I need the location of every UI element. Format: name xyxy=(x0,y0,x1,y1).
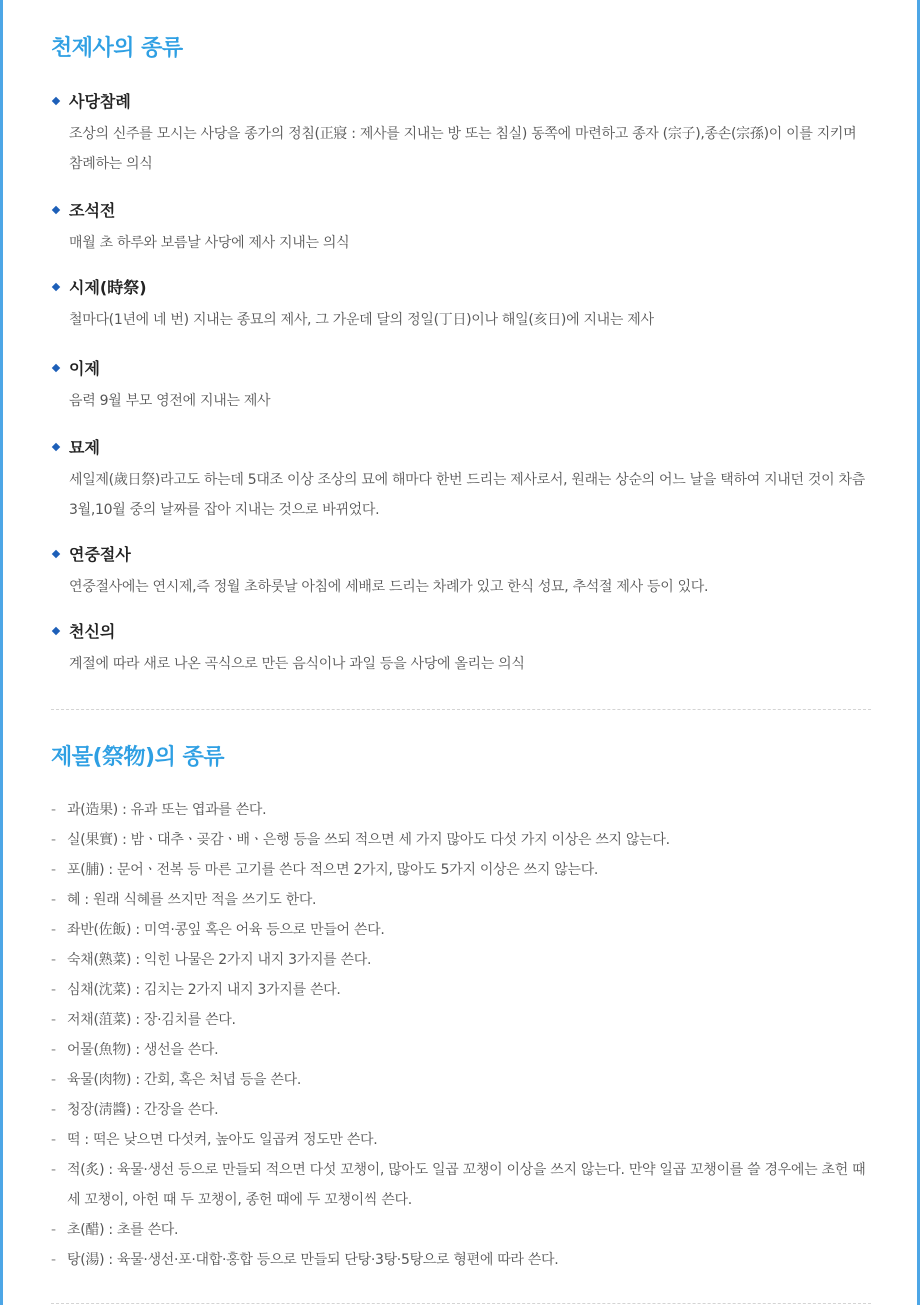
item-heading: 조석전 xyxy=(69,201,116,220)
section-divider xyxy=(51,709,871,710)
dash-marker: - xyxy=(51,1042,56,1058)
dash-marker: - xyxy=(51,1132,56,1148)
section-title-ritual-types: 천제사의 종류 xyxy=(51,36,183,61)
dash-marker: - xyxy=(51,1102,56,1118)
item-description: 연중절사에는 연시제,즉 정월 초하룻날 아침에 세배로 드리는 차례가 있고 한식 성묘, 추석절 제사 등이 있다. xyxy=(69,579,709,595)
item-heading: 시제(時祭) xyxy=(69,278,147,297)
dash-marker: - xyxy=(51,802,56,818)
offering-list xyxy=(51,795,871,1275)
item-description: 철마다(1년에 네 번) 지내는 종묘의 제사, 그 가운데 달의 정일(丁日)이나 해일(亥日)에 지내는 제사 xyxy=(69,312,654,328)
dash-marker: - xyxy=(51,862,56,878)
section-title-offering-types: 제물(祭物)의 종류 xyxy=(51,745,225,770)
list-item: - 혜 : 원래 식혜를 쓰지만 적을 쓰기도 한다. xyxy=(51,885,871,915)
bullet-diamond-icon xyxy=(52,283,60,291)
list-item: - 실(果實) : 밤ㆍ대추ㆍ곶감ㆍ배ㆍ은행 등을 쓰되 적으면 세 가지 많아도 다섯 가지 이상은 쓰지 않는다. xyxy=(51,825,871,855)
list-item: - 숙채(熟菜) : 익힌 나물은 2가지 내지 3가지를 쓴다. xyxy=(51,945,871,975)
list-item: - 심채(沈菜) : 김치는 2가지 내지 3가지를 쓴다. xyxy=(51,975,871,1005)
list-item: - 적(炙) : 육물·생선 등으로 만들되 적으면 다섯 꼬챙이, 많아도 일곱 꼬챙이 이상을 쓰지 않는다. 만약 일곱 꼬챙이를 쓸 경우에는 초헌 때 세 꼬챙이, 아헌 때 두 꼬챙이, 종헌 때에 두 꼬챙이씩 쓴다. xyxy=(51,1155,871,1215)
item-description: 음력 9월 부모 영전에 지내는 제사 xyxy=(69,393,271,409)
dash-marker: - xyxy=(51,832,56,848)
list-item: - 포(脯) : 문어ㆍ전복 등 마른 고기를 쓴다 적으면 2가지, 많아도 5가지 이상은 쓰지 않는다. xyxy=(51,855,871,885)
list-item xyxy=(51,543,871,602)
list-item xyxy=(51,436,871,525)
list-item xyxy=(51,620,871,679)
list-item xyxy=(51,199,871,258)
list-item xyxy=(51,90,871,179)
bullet-diamond-icon xyxy=(52,97,60,105)
dash-marker: - xyxy=(51,982,56,998)
list-item: - 육물(肉物) : 간회, 혹은 처녑 등을 쓴다. xyxy=(51,1065,871,1095)
item-description: 계절에 따라 새로 나온 곡식으로 만든 음식이나 과일 등을 사당에 올리는 의식 xyxy=(69,656,525,672)
ritual-type-list xyxy=(51,90,871,679)
bullet-diamond-icon xyxy=(52,364,60,372)
dash-marker: - xyxy=(51,1012,56,1028)
dash-marker: - xyxy=(51,1252,56,1268)
item-description: 조상의 신주를 모시는 사당을 종가의 정침(正寢 : 제사를 지내는 방 또는 침실) 동쪽에 마련하고 종자 (宗子),종손(宗孫)이 이를 지키며 참례하는 의식 xyxy=(69,126,857,172)
dash-marker: - xyxy=(51,952,56,968)
item-heading: 묘제 xyxy=(69,438,100,457)
dash-marker: - xyxy=(51,1072,56,1088)
item-heading: 사당참례 xyxy=(69,92,131,111)
list-item xyxy=(51,276,871,335)
list-item: - 어물(魚物) : 생선을 쓴다. xyxy=(51,1035,871,1065)
section-divider xyxy=(51,1303,871,1304)
list-item: - 청장(淸醬) : 간장을 쓴다. xyxy=(51,1095,871,1125)
bullet-diamond-icon xyxy=(52,627,60,635)
dash-marker: - xyxy=(51,1222,56,1238)
list-item: - 초(醋) : 초를 쓴다. xyxy=(51,1215,871,1245)
list-item: - 떡 : 떡은 낮으면 다섯켜, 높아도 일곱켜 정도만 쓴다. xyxy=(51,1125,871,1155)
list-item xyxy=(51,357,871,416)
item-description: 세일제(歲日祭)라고도 하는데 5대조 이상 조상의 묘에 해마다 한번 드리는 제사로서, 원래는 상순의 어느 날을 택하여 지내던 것이 차츰 3월,10월 중의 날짜를 잡아 지내는 것으로 바뀌었다. xyxy=(69,472,865,518)
list-item: - 저채(菹菜) : 장·김치를 쓴다. xyxy=(51,1005,871,1035)
item-heading: 연중절사 xyxy=(69,545,131,564)
item-description: 매월 초 하루와 보름날 사당에 제사 지내는 의식 xyxy=(69,235,350,251)
item-heading: 이제 xyxy=(69,359,100,378)
dash-marker: - xyxy=(51,1162,56,1178)
dash-marker: - xyxy=(51,922,56,938)
item-heading: 천신의 xyxy=(69,622,116,641)
bullet-diamond-icon xyxy=(52,206,60,214)
bullet-diamond-icon xyxy=(52,550,60,558)
list-item: - 좌반(佐飯) : 미역·콩잎 혹은 어육 등으로 만들어 쓴다. xyxy=(51,915,871,945)
list-item: - 탕(湯) : 육물·생선·포·대합·홍합 등으로 만들되 단탕·3탕·5탕으로 형편에 따라 쓴다. xyxy=(51,1245,871,1275)
dash-marker: - xyxy=(51,892,56,908)
list-item: - 과(造果) : 유과 또는 엽과를 쓴다. xyxy=(51,795,871,825)
bullet-diamond-icon xyxy=(52,443,60,451)
